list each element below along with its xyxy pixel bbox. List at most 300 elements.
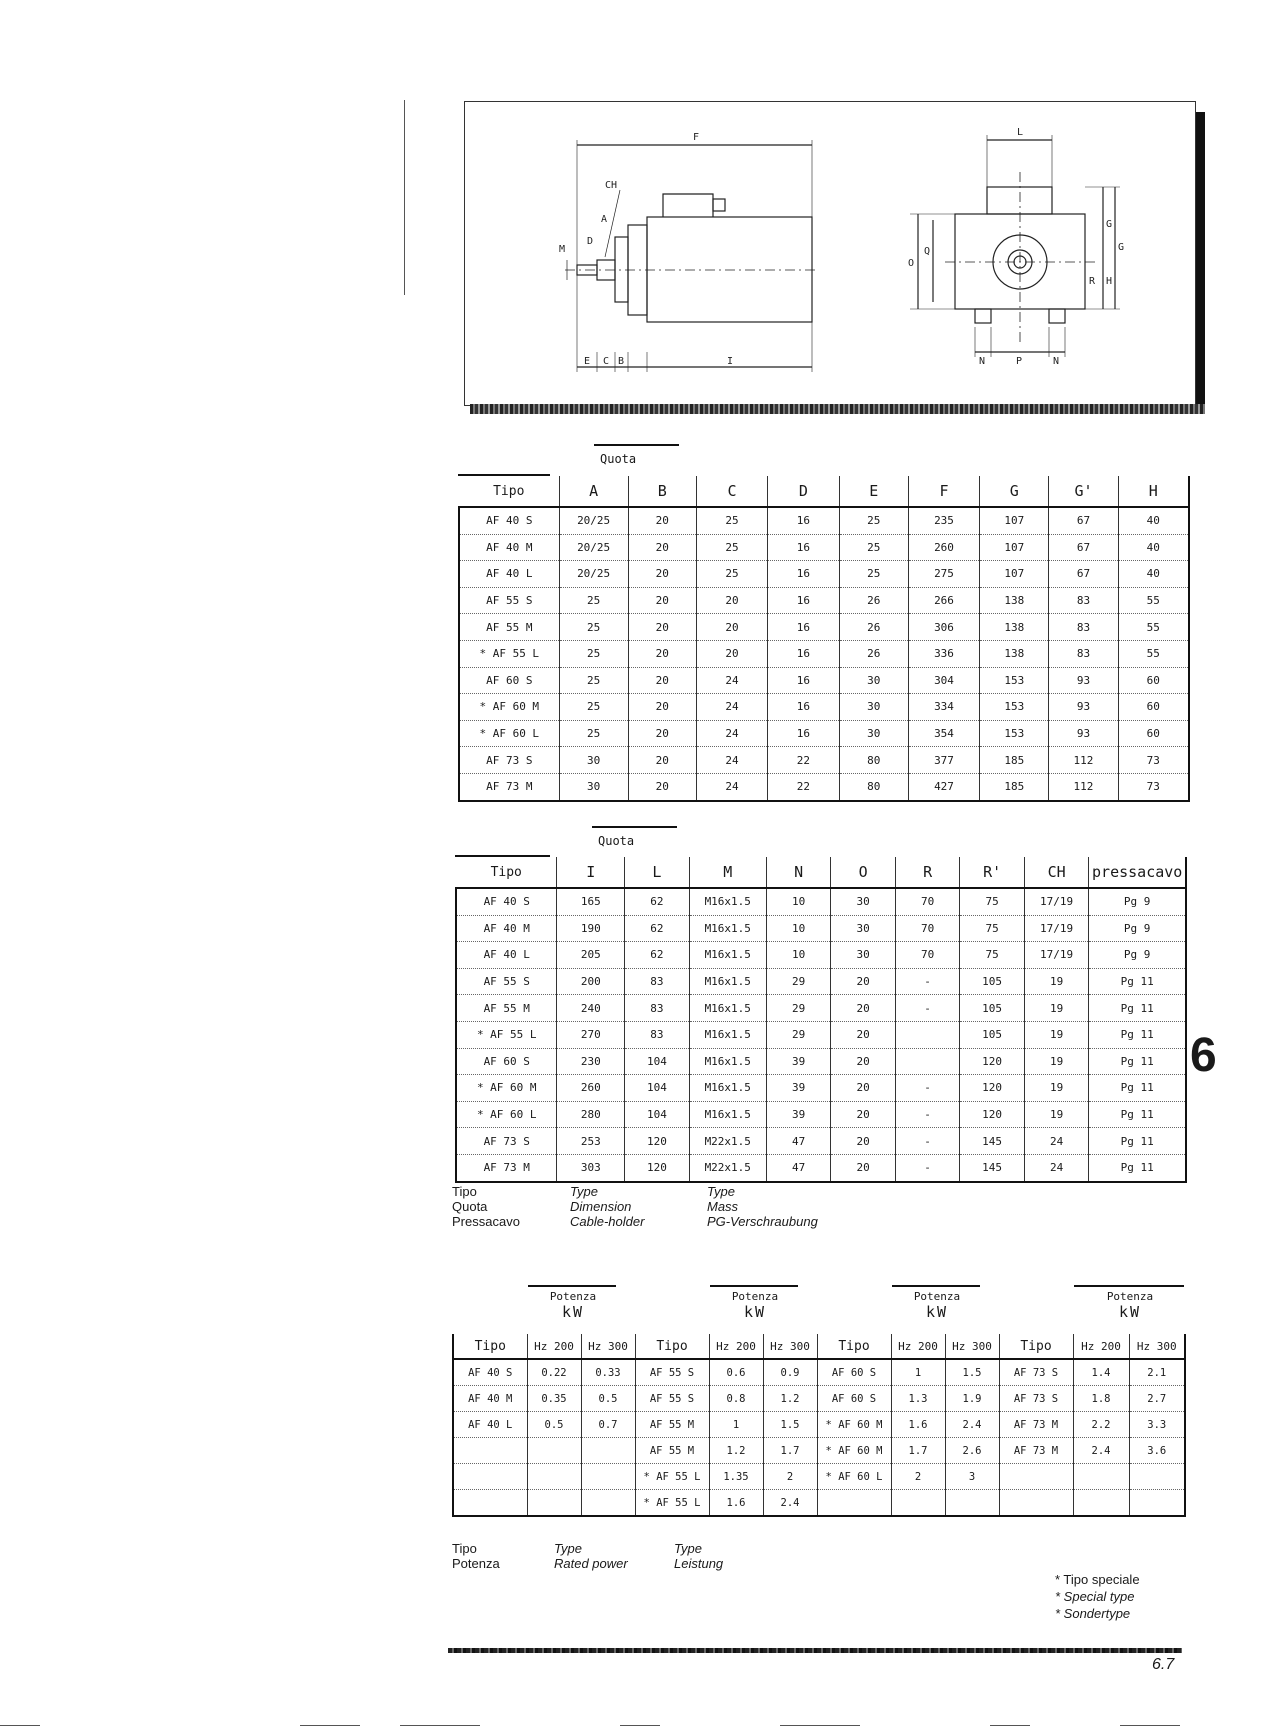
value-cell: 253	[557, 1128, 625, 1155]
tipo-cell: AF 73 M	[456, 1154, 557, 1181]
scan-artifact	[0, 1725, 40, 1726]
value-cell: 16	[768, 694, 839, 721]
power-cell: 1.4	[1073, 1359, 1129, 1386]
quota-label-1: Quota	[600, 452, 637, 466]
value-cell: 83	[625, 1021, 690, 1048]
table-row	[456, 1021, 1186, 1048]
scan-artifact	[300, 1725, 360, 1726]
legend-term: Dimension	[570, 1199, 632, 1214]
value-cell: 20	[628, 773, 696, 800]
power-cell: 1.35	[709, 1464, 763, 1490]
value-cell: 83	[625, 968, 690, 995]
value-cell: 16	[768, 720, 839, 747]
value-cell: 26	[839, 640, 908, 667]
value-cell: 20	[628, 561, 696, 588]
value-cell: 266	[908, 587, 979, 614]
table-row	[456, 1048, 1186, 1075]
value-cell: 10	[766, 942, 831, 969]
power-cell: 0.5	[527, 1412, 581, 1438]
power-cell: 0.7	[581, 1412, 635, 1438]
value-cell: 20/25	[559, 561, 628, 588]
value-cell: 67	[1049, 534, 1118, 561]
value-cell: 304	[908, 667, 979, 694]
value-cell: 112	[1049, 773, 1118, 800]
power-cell	[891, 1490, 945, 1517]
col-header-3: C	[696, 476, 767, 507]
value-cell: 20	[628, 507, 696, 534]
tipo-cell	[817, 1490, 891, 1517]
value-cell: 107	[980, 561, 1049, 588]
power-cell	[527, 1438, 581, 1464]
power-header-row	[453, 1334, 1185, 1359]
legend-term: Type	[570, 1184, 598, 1199]
power-cell: 2.1	[1129, 1359, 1185, 1386]
table-row	[453, 1464, 1185, 1490]
legend-term: Tipo	[452, 1184, 477, 1199]
value-cell: 20	[831, 1101, 896, 1128]
value-cell: 20	[628, 667, 696, 694]
power-cell	[581, 1490, 635, 1517]
value-cell: 153	[980, 694, 1049, 721]
power-cell: 0.8	[709, 1386, 763, 1412]
value-cell: Pg 11	[1089, 1021, 1186, 1048]
power-cell: 0.35	[527, 1386, 581, 1412]
label-M: M	[559, 244, 566, 255]
legend-term: Leistung	[674, 1556, 724, 1571]
table-row	[459, 587, 1189, 614]
value-cell: 200	[557, 968, 625, 995]
scan-artifact	[780, 1725, 860, 1726]
value-cell: 105	[960, 1021, 1025, 1048]
value-cell: 24	[696, 773, 767, 800]
value-cell: 260	[908, 534, 979, 561]
potenza-rule-3	[892, 1285, 980, 1287]
tipo-header: Tipo	[635, 1334, 709, 1359]
value-cell: 30	[559, 747, 628, 774]
value-cell: 83	[1049, 640, 1118, 667]
tipo-header: Tipo	[453, 1334, 527, 1359]
value-cell: 25	[559, 614, 628, 641]
value-cell: 16	[768, 587, 839, 614]
value-cell: 62	[625, 942, 690, 969]
hz300-header: Hz 300	[945, 1334, 999, 1359]
col-header-6: R	[895, 857, 960, 888]
value-cell: M16x1.5	[689, 968, 766, 995]
label-N-right: N	[1053, 356, 1060, 367]
value-cell: 20	[831, 968, 896, 995]
power-cell: 2	[763, 1464, 817, 1490]
value-cell: 20	[696, 614, 767, 641]
table-row	[453, 1490, 1185, 1517]
power-cell: 1.6	[709, 1490, 763, 1517]
value-cell: 70	[895, 915, 960, 942]
label-G: G	[1118, 242, 1125, 253]
power-cell: 1.8	[1073, 1386, 1129, 1412]
col-header-3: M	[689, 857, 766, 888]
value-cell: 19	[1024, 995, 1089, 1022]
quota-rule-1	[594, 444, 679, 446]
tipo-cell: AF 55 S	[459, 587, 559, 614]
power-cell: 2.4	[945, 1412, 999, 1438]
legend-term: Type	[674, 1541, 702, 1556]
table-row	[456, 968, 1186, 995]
value-cell: 354	[908, 720, 979, 747]
value-cell: 25	[839, 561, 908, 588]
legend-term: Quota	[452, 1199, 488, 1214]
power-cell: 2.2	[1073, 1412, 1129, 1438]
tipo-header: Tipo	[999, 1334, 1073, 1359]
value-cell: 377	[908, 747, 979, 774]
value-cell: 73	[1118, 747, 1189, 774]
value-cell: 107	[980, 507, 1049, 534]
power-cell	[527, 1464, 581, 1490]
value-cell: 20	[628, 614, 696, 641]
value-cell: 10	[766, 888, 831, 915]
value-cell: -	[895, 1101, 960, 1128]
value-cell: 138	[980, 587, 1049, 614]
value-cell: 17/19	[1024, 942, 1089, 969]
value-cell: 25	[559, 587, 628, 614]
value-cell: 80	[839, 747, 908, 774]
col-header-9: H	[1118, 476, 1189, 507]
tipo-cell: AF 73 S	[459, 747, 559, 774]
value-cell: 19	[1024, 1048, 1089, 1075]
table-row	[456, 1075, 1186, 1102]
table-row	[453, 1386, 1185, 1412]
value-cell: 120	[960, 1048, 1025, 1075]
power-cell: 3.6	[1129, 1438, 1185, 1464]
motor-drawing-svg	[465, 102, 1197, 407]
value-cell: 20	[831, 1048, 896, 1075]
value-cell: 30	[839, 720, 908, 747]
value-cell: 30	[831, 942, 896, 969]
table-row	[459, 561, 1189, 588]
value-cell: 16	[768, 667, 839, 694]
value-cell: -	[895, 968, 960, 995]
value-cell: 24	[1024, 1154, 1089, 1181]
value-cell: 20	[628, 534, 696, 561]
value-cell: 20/25	[559, 507, 628, 534]
tipo-cell: AF 55 S	[456, 968, 557, 995]
value-cell: 75	[960, 942, 1025, 969]
value-cell: 20	[628, 694, 696, 721]
tipo-cell: AF 73 S	[999, 1386, 1073, 1412]
value-cell: 62	[625, 888, 690, 915]
value-cell: 240	[557, 995, 625, 1022]
table-row	[456, 1154, 1186, 1181]
table-row	[459, 720, 1189, 747]
tipo-cell	[999, 1464, 1073, 1490]
value-cell: 55	[1118, 614, 1189, 641]
tipo-cell: AF 73 S	[999, 1359, 1073, 1386]
table-row	[459, 507, 1189, 534]
value-cell: 67	[1049, 561, 1118, 588]
label-I: I	[727, 356, 734, 367]
value-cell: 19	[1024, 1075, 1089, 1102]
value-cell: 60	[1118, 667, 1189, 694]
label-Q: Q	[924, 246, 931, 257]
value-cell: 16	[768, 561, 839, 588]
label-O: O	[908, 258, 915, 269]
potenza-label: Potenza	[731, 1290, 779, 1303]
value-cell: 39	[766, 1101, 831, 1128]
col-header-7: G	[980, 476, 1049, 507]
value-cell: Pg 9	[1089, 915, 1186, 942]
value-cell: 20	[831, 1154, 896, 1181]
value-cell: 10	[766, 915, 831, 942]
value-cell: 185	[980, 773, 1049, 800]
value-cell: 83	[1049, 587, 1118, 614]
value-cell: 306	[908, 614, 979, 641]
value-cell: 20	[628, 587, 696, 614]
value-cell: 20/25	[559, 534, 628, 561]
value-cell: Pg 9	[1089, 888, 1186, 915]
value-cell	[895, 1021, 960, 1048]
potenza-rule-2	[710, 1285, 798, 1287]
table-row	[459, 773, 1189, 800]
tipo-cell: AF 55 M	[635, 1438, 709, 1464]
legend-term: Type	[554, 1541, 582, 1556]
tipo-cell	[453, 1464, 527, 1490]
col-header-9: pressacavo	[1089, 857, 1186, 888]
value-cell: 29	[766, 995, 831, 1022]
tipo-cell: AF 55 M	[456, 995, 557, 1022]
note-line: * Sondertype	[1055, 1606, 1131, 1621]
value-cell: 153	[980, 720, 1049, 747]
value-cell: 22	[768, 747, 839, 774]
value-cell: 275	[908, 561, 979, 588]
power-cell: 1.5	[763, 1412, 817, 1438]
value-cell: 20	[831, 1128, 896, 1155]
value-cell: 427	[908, 773, 979, 800]
value-cell: 336	[908, 640, 979, 667]
table-row	[459, 747, 1189, 774]
value-cell: 70	[895, 888, 960, 915]
table-row	[456, 888, 1186, 915]
value-cell: 16	[768, 534, 839, 561]
col-header-8: CH	[1024, 857, 1089, 888]
value-cell: 25	[696, 507, 767, 534]
value-cell: 230	[557, 1048, 625, 1075]
value-cell: 25	[839, 534, 908, 561]
col-header-4: N	[766, 857, 831, 888]
hz200-header: Hz 200	[891, 1334, 945, 1359]
potenza-rule-4	[1074, 1285, 1184, 1287]
tipo-cell: * AF 60 L	[817, 1464, 891, 1490]
table-row	[456, 942, 1186, 969]
value-cell: 120	[625, 1154, 690, 1181]
value-cell: 19	[1024, 1021, 1089, 1048]
tipo-header: Tipo	[817, 1334, 891, 1359]
label-N-left: N	[979, 356, 986, 367]
value-cell: 30	[839, 694, 908, 721]
value-cell: 25	[559, 720, 628, 747]
value-cell: 20	[831, 995, 896, 1022]
col-header-2: B	[628, 476, 696, 507]
label-C: C	[603, 356, 610, 367]
col-header-5: O	[831, 857, 896, 888]
note-line: * Tipo speciale	[1055, 1572, 1140, 1587]
power-cell: 1.2	[763, 1386, 817, 1412]
tipo-cell: * AF 60 L	[456, 1101, 557, 1128]
value-cell: M16x1.5	[689, 1075, 766, 1102]
value-cell: 205	[557, 942, 625, 969]
table-row	[453, 1438, 1185, 1464]
power-cell: 1	[891, 1359, 945, 1386]
potenza-unit: kW	[925, 1303, 949, 1321]
tipo-cell	[453, 1490, 527, 1517]
technical-drawing	[464, 101, 1196, 406]
potenza-header-4	[1076, 1290, 1184, 1321]
value-cell: 73	[1118, 773, 1189, 800]
power-cell: 0.33	[581, 1359, 635, 1386]
potenza-unit: kW	[1118, 1303, 1142, 1321]
tipo-cell	[999, 1490, 1073, 1517]
value-cell: 70	[895, 942, 960, 969]
tipo-cell: AF 60 S	[817, 1386, 891, 1412]
table-row	[453, 1412, 1185, 1438]
value-cell: 16	[768, 614, 839, 641]
value-cell: M16x1.5	[689, 942, 766, 969]
value-cell: 19	[1024, 1101, 1089, 1128]
value-cell: 17/19	[1024, 915, 1089, 942]
legend-term: Tipo	[452, 1541, 477, 1556]
scan-artifact	[1120, 1725, 1180, 1726]
value-cell: 30	[831, 915, 896, 942]
power-cell: 3.3	[1129, 1412, 1185, 1438]
value-cell: 25	[559, 667, 628, 694]
tipo-cell: AF 60 S	[817, 1359, 891, 1386]
power-cell	[527, 1490, 581, 1517]
value-cell: M16x1.5	[689, 995, 766, 1022]
value-cell: 20	[696, 640, 767, 667]
special-type-notes	[1055, 1571, 1140, 1622]
label-H: H	[1106, 276, 1113, 287]
value-cell: 60	[1118, 694, 1189, 721]
power-cell: 1.3	[891, 1386, 945, 1412]
table-row	[459, 667, 1189, 694]
value-cell: 29	[766, 1021, 831, 1048]
legend-term: PG-Verschraubung	[707, 1214, 818, 1229]
dimension-table-1	[458, 476, 1190, 802]
tipo-cell: * AF 60 M	[459, 694, 559, 721]
value-cell: 16	[768, 640, 839, 667]
value-cell: 185	[980, 747, 1049, 774]
label-B: B	[618, 356, 625, 367]
value-cell: 22	[768, 773, 839, 800]
value-cell: -	[895, 1154, 960, 1181]
power-cell	[1129, 1464, 1185, 1490]
table-row	[456, 915, 1186, 942]
legend-term: Pressacavo	[452, 1214, 520, 1229]
value-cell: 280	[557, 1101, 625, 1128]
tipo-cell: AF 40 M	[453, 1386, 527, 1412]
hz200-header: Hz 200	[1073, 1334, 1129, 1359]
col-header-0: Tipo	[459, 476, 559, 507]
margin-rule	[404, 100, 405, 295]
value-cell: 25	[559, 640, 628, 667]
table-row	[453, 1359, 1185, 1386]
value-cell: 25	[696, 534, 767, 561]
value-cell: 30	[831, 888, 896, 915]
potenza-label: Potenza	[549, 1290, 597, 1303]
tipo-cell: * AF 60 M	[456, 1075, 557, 1102]
value-cell: 40	[1118, 561, 1189, 588]
value-cell: 24	[696, 720, 767, 747]
tipo-cell: AF 40 S	[453, 1359, 527, 1386]
power-cell	[581, 1464, 635, 1490]
potenza-header-3	[894, 1290, 980, 1321]
tipo-cell: AF 60 S	[456, 1048, 557, 1075]
scan-artifact	[620, 1725, 660, 1726]
value-cell: 24	[1024, 1128, 1089, 1155]
power-cell: 2.6	[945, 1438, 999, 1464]
value-cell: 20	[831, 1075, 896, 1102]
value-cell: 20	[628, 747, 696, 774]
tipo-cell: AF 73 S	[456, 1128, 557, 1155]
tipo-cell: AF 40 L	[453, 1412, 527, 1438]
value-cell: 55	[1118, 640, 1189, 667]
tipo-cell: * AF 55 L	[635, 1490, 709, 1517]
table-row	[456, 1128, 1186, 1155]
tipo-cell: AF 40 L	[459, 561, 559, 588]
value-cell: 93	[1049, 694, 1118, 721]
value-cell: 93	[1049, 720, 1118, 747]
legend-term: Potenza	[452, 1556, 500, 1571]
value-cell: 83	[1049, 614, 1118, 641]
power-cell: 1.6	[891, 1412, 945, 1438]
value-cell: 24	[696, 667, 767, 694]
value-cell: 120	[960, 1075, 1025, 1102]
tipo-cell: AF 55 M	[459, 614, 559, 641]
value-cell: 165	[557, 888, 625, 915]
label-E: E	[584, 356, 591, 367]
legend-term: Cable-holder	[570, 1214, 645, 1229]
motor-body	[647, 217, 812, 322]
col-header-5: E	[839, 476, 908, 507]
power-cell: 1.9	[945, 1386, 999, 1412]
value-cell: M22x1.5	[689, 1128, 766, 1155]
power-cell	[581, 1438, 635, 1464]
label-P: P	[1016, 356, 1023, 367]
power-cell: 0.9	[763, 1359, 817, 1386]
power-cell: 0.22	[527, 1359, 581, 1386]
value-cell: M16x1.5	[689, 1048, 766, 1075]
value-cell: 29	[766, 968, 831, 995]
dimension-table-2	[455, 857, 1187, 1183]
value-cell: 16	[768, 507, 839, 534]
power-cell: 3	[945, 1464, 999, 1490]
col-header-0: Tipo	[456, 857, 557, 888]
value-cell: 47	[766, 1128, 831, 1155]
page-number: 6.7	[1152, 1656, 1175, 1673]
power-table	[452, 1334, 1186, 1517]
value-cell: Pg 11	[1089, 1048, 1186, 1075]
hz300-header: Hz 300	[763, 1334, 817, 1359]
value-cell: 107	[980, 534, 1049, 561]
value-cell: 19	[1024, 968, 1089, 995]
value-cell: 17/19	[1024, 888, 1089, 915]
value-cell: Pg 11	[1089, 995, 1186, 1022]
value-cell: 30	[559, 773, 628, 800]
hz300-header: Hz 300	[1129, 1334, 1185, 1359]
value-cell: 104	[625, 1048, 690, 1075]
power-cell: 0.6	[709, 1359, 763, 1386]
value-cell: 40	[1118, 507, 1189, 534]
value-cell: M16x1.5	[689, 1021, 766, 1048]
tipo-cell: AF 40 S	[459, 507, 559, 534]
potenza-unit: kW	[743, 1303, 767, 1321]
